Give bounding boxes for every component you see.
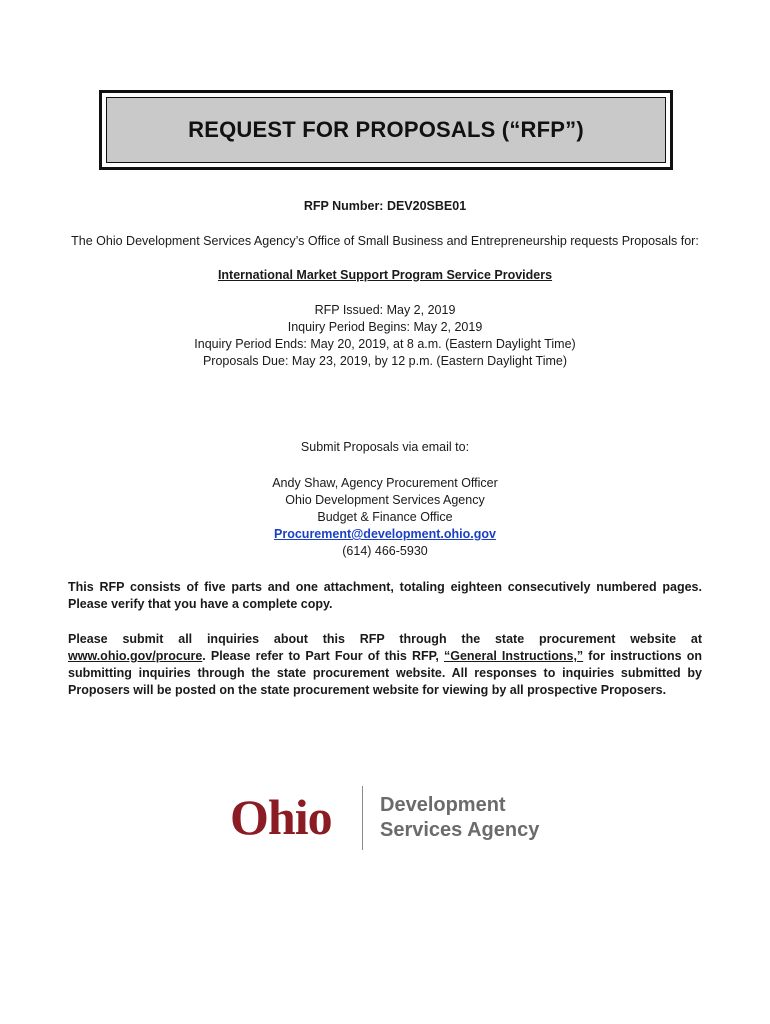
intro-text: The Ohio Development Services Agency’s Office of Small Business and Entrepreneurship requests Proposals for: [71, 234, 699, 248]
inquiries-text-1: Please submit all inquiries about this RFP through the state procurement website at [68, 632, 702, 646]
logo-divider [362, 786, 363, 850]
contact-phone: (614) 466-5930 [342, 544, 428, 558]
inquiries-text-2: . Please refer to Part Four of this RFP, [202, 649, 444, 663]
rfp-number: RFP Number: DEV20SBE01 [303, 199, 467, 213]
rfp-issued-date: RFP Issued: May 2, 2019 [314, 303, 456, 317]
contact-email-row [0, 526, 770, 543]
contact-office: Budget & Finance Office [317, 510, 453, 524]
inquiry-begins-date: Inquiry Period Begins: May 2, 2019 [287, 320, 483, 334]
logo-line-2: Services Agency [380, 819, 540, 841]
ohio-dsa-logo [230, 782, 550, 854]
title-box [99, 90, 673, 170]
general-instructions-ref: “General Instructions,” [444, 649, 584, 663]
contact-name: Andy Shaw, Agency Procurement Officer [272, 476, 498, 490]
proposals-due-date: Proposals Due: May 23, 2019, by 12 p.m. (Eastern Daylight Time) [202, 354, 568, 368]
logo-line-1: Development [380, 794, 506, 816]
inquiries-text-3: for instructions on submitting inquiries through the state procurement website. All responses to inquiries submitted by Proposers will be posted on the state procurement website for viewing by all prospective Proposers. [68, 649, 703, 697]
title-banner [106, 97, 666, 163]
program-name: International Market Support Program Service Providers [217, 268, 553, 282]
contact-email-link[interactable]: Procurement@development.ohio.gov [274, 527, 496, 541]
inquiries-paragraph [68, 631, 702, 699]
pages-notice: This RFP consists of five parts and one attachment, totaling eighteen consecutively numbered pages. Please verify that you have a complete copy. [68, 580, 702, 611]
procure-website-link[interactable]: www.ohio.gov/procure [68, 649, 203, 663]
inquiry-ends-date: Inquiry Period Ends: May 20, 2019, at 8 a.m. (Eastern Daylight Time) [194, 337, 576, 351]
logo-ohio-text: Ohio [230, 789, 332, 845]
page-title: REQUEST FOR PROPOSALS (“RFP”) [188, 117, 584, 142]
contact-agency: Ohio Development Services Agency [285, 493, 485, 507]
submit-label: Submit Proposals via email to: [300, 440, 470, 454]
